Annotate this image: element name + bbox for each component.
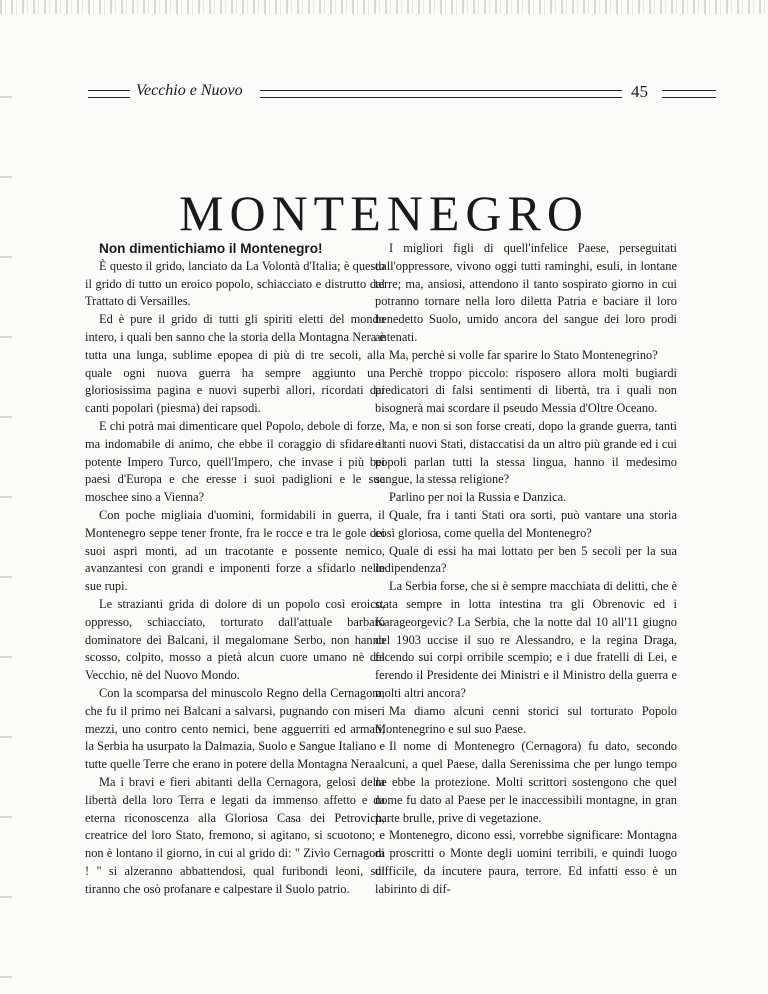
article-title: MONTENEGRO [179, 184, 589, 241]
paragraph: Quale, fra i tanti Stati ora sorti, può vantare una storia così gloriosa, come quella del Montenegro? [375, 507, 677, 540]
paragraph: Ma diamo alcuni cenni storici sul torturato Popolo Montenegrino e sul suo Paese. [375, 703, 677, 736]
ornament-rule-right [662, 90, 716, 98]
paragraph: La Serbia forse, che si è sempre macchiata di delitti, che è stata sempre in lotta intestina tra gli Obrenovic ed i Karageorgevic? La Serbia, che la notte dal 10 all'11 giugno del 1903 uccise il suo re Alessandro, e la regina Draga, facendo sui corpi orribile scempio; e i due fratelli di Lei, e ferendo il Presidente dei Ministri e il Ministro della guerra e molti altri ancora? [375, 579, 677, 700]
ornament-rule-left [88, 90, 130, 98]
paragraph: E chi potrà mai dimenticare quel Popolo, debole di forze, ma indomabile di animo, che ebbe il coraggio di sfidare il potente Impero Turco, quell'Impero, che invase i più bei paesi d'Europa e che eresse i suoi padiglioni e le sue moschee sino a Vienna? [85, 418, 385, 505]
journal-title: Vecchio e Nuovo [136, 82, 243, 99]
ornament-rule-middle [260, 90, 622, 98]
paragraph: Con poche migliaia d'uomini, formidabili in guerra, il Montenegro seppe tener fronte, fra le rocce e tra le gole dei suoi aspri monti, ad un tracotante e possente nemico, avanzantesi con grandi e imponenti forze a sfidarlo nelle sue rupi. [85, 507, 385, 594]
scan-noise-strip [0, 0, 768, 14]
paragraph: Parlino per noi la Russia e Danzica. [389, 490, 567, 505]
left-column [85, 240, 385, 898]
paragraph: Ma i bravi e fieri abitanti della Cernagora, gelosi della libertà della loro Terra e legati da immenso affetto e da eterna riconoscenza alla Gloriosa Casa dei Petrovich, creatrice del loro Stato, fremono, si agitano, si scuotono; e non è lontano il giorno, in cui al grido di: " Zivìo Cernagora ! " si alzeranno abbattendosi, qual furibondi leoni, sul tiranno che osò profanare e calpestare il Suolo patrio. [85, 774, 385, 896]
paragraph: Montenegro, dicono essi, vorrebbe significare: Montagna di proscritti o Monte degli uomini terribili, e quindi luogo difficile, da incutere paura, terrore. Ed infatti esso è un labirinto di dif- [375, 828, 677, 896]
paragraph: Ma, perchè si volle far sparire lo Stato Montenegrino? [389, 347, 658, 362]
paragraph: Ma, e non si son forse creati, dopo la grande guerra, tanti e tanti nuovi Stati, distaccatisi da un altro più grande ed i cui popoli parlan tutti la stessa lingua, hanno il medesimo sangue, la stessa religione? [375, 418, 677, 487]
paragraph: Con la scomparsa del minuscolo Regno della Cernagora, che fu il primo nei Balcani a salvarsi, pugnando con miseri mezzi, uno contro cento nemici, bene agguerriti ed armati, la Serbia ha usurpato la Dalmazia, Suolo e Sangue Italiano e tutte quelle Terre che erano in potere della Montagna Nera. [85, 685, 385, 772]
page-number: 45 [631, 82, 648, 101]
paragraph: Il nome di Montenegro (Cernagora) fu dato, secondo alcuni, a quel Paese, dalla Serenissima che per lungo tempo ne ebbe la protezione. Molti scrittori sostengono che quel nome fu dato al Paese per le inaccessibili montagne, in gran parte brulle, prive di vegetazione. [375, 739, 677, 825]
article-subheading: Non dimentichiamo il Montenegro! [99, 241, 323, 256]
paragraph: Quale di essi ha mai lottato per ben 5 secoli per la sua indipendenza? [375, 543, 677, 576]
paragraph: È questo il grido, lanciato da La Volontà d'Italia; è questo il grido di tutto un eroico popolo, schiacciato e distrutto dal Trattato di Versailles. [85, 258, 385, 309]
paragraph: Le strazianti grida di dolore di un popolo così eroico, oppresso, schiacciato, torturato dall'attuale barbaro dominatore dei Balcani, il megalomane Serbo, non hanno scosso, colpito, mosso a pietà alcun cuore umano nè del Vecchio, nè del Nuovo Mondo. [85, 596, 385, 683]
right-column [375, 240, 677, 898]
paragraph: I migliori figli di quell'infelice Paese, perseguitati dall'oppressore, vivono oggi tutti raminghi, esuli, in lontane terre; ma, ansiosi, attendono il tanto sospirato giorno in cui potranno tornare nella loro diletta Patria e baciare il loro benedetto Suolo, umido ancora del sangue dei loro prodi antenati. [375, 241, 677, 344]
running-head [88, 82, 720, 104]
paragraph: Ed è pure il grido di tutti gli spiriti eletti del mondo intero, i quali ben sanno che la storia della Montagna Nera è tutta una lunga, sublime epopea di più di tre secoli, alla quale ogni nuova guerra ha sempre aggiunto una gloriosissima pagina e nuovi superbi allori, ricordati dai canti popolari (piesma) dei rapsodi. [85, 312, 385, 416]
paragraph: Perchè troppo piccolo: risposero allora molti bugiardi predicatori di falsi sentimenti di libertà, tra i quali non bisognerà mai scordare il pseudo Messia d'Oltre Oceano. [375, 365, 677, 416]
